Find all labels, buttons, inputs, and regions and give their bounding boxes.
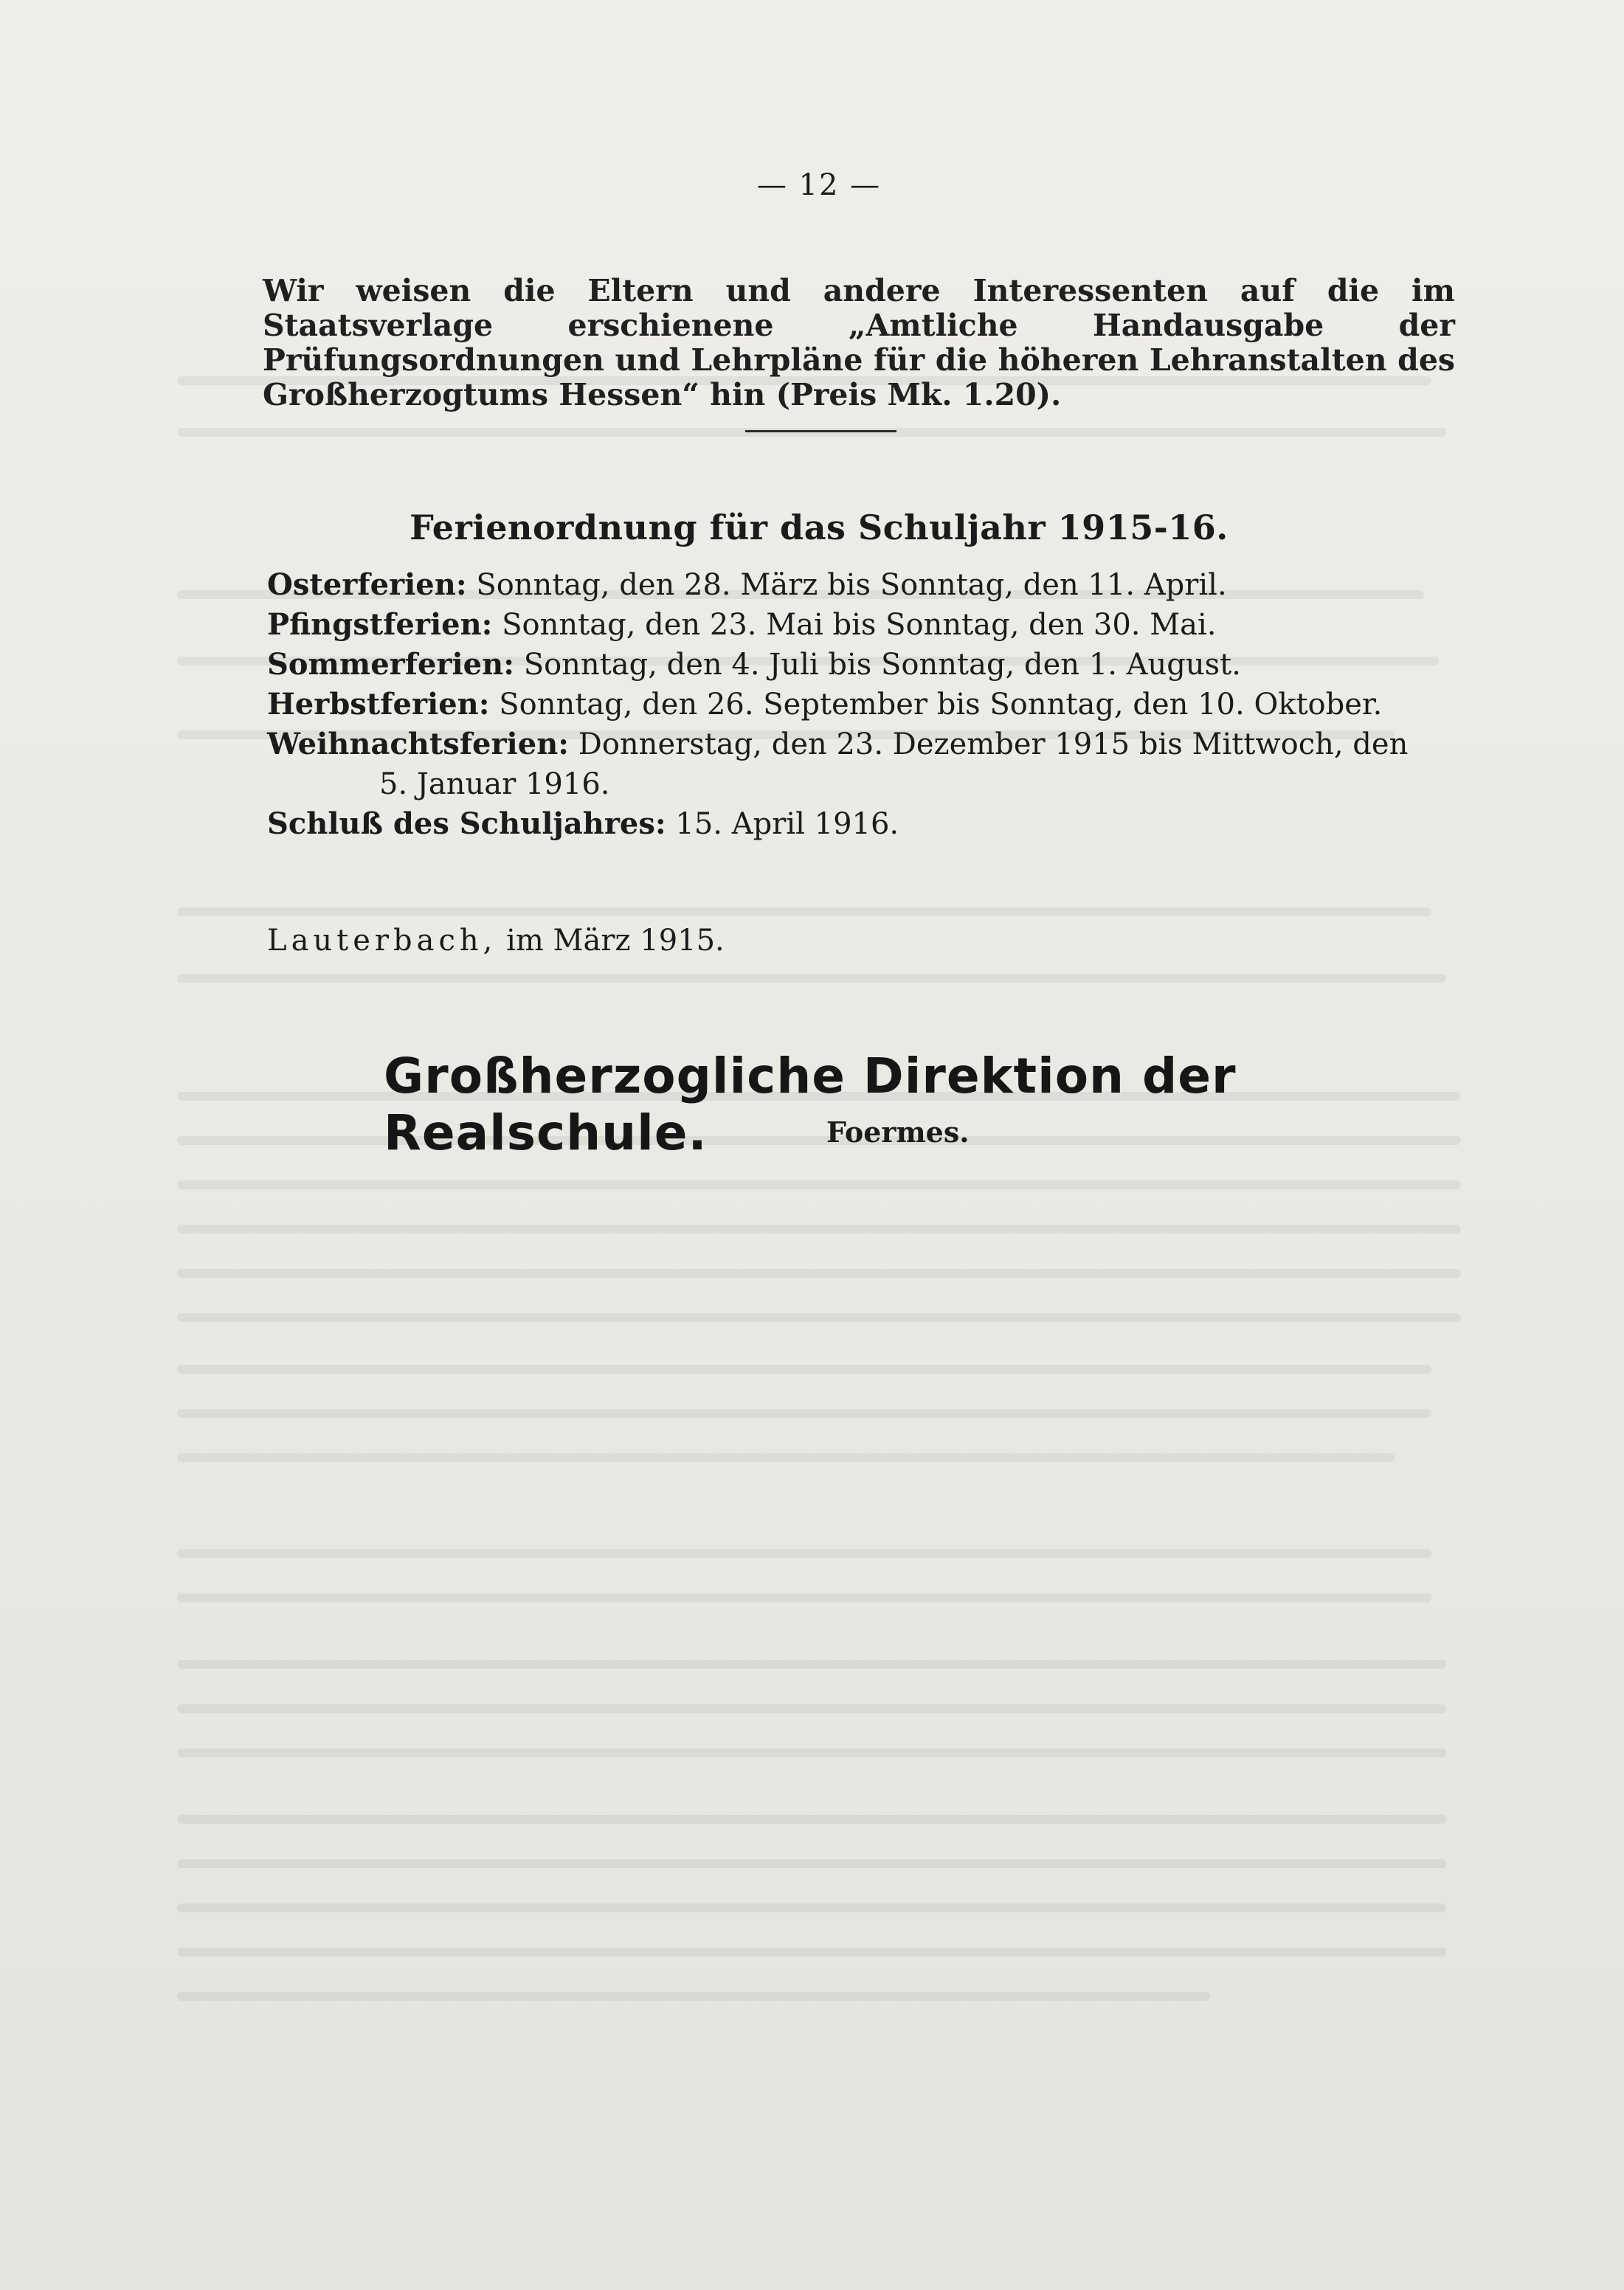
holiday-item-school-year-end [267,804,1462,844]
holiday-name: Schluß des Schuljahres: [267,806,666,841]
holiday-detail: Sonntag, den 23. Mai bis Sonntag, den 30. Mai. [502,608,1217,642]
holiday-item-summer [267,645,1462,685]
place-and-date [267,924,725,958]
holiday-item-pentecost [267,605,1462,645]
holiday-detail: Donnerstag, den 23. Dezember 1915 bis Mittwoch, den [578,727,1409,761]
holiday-detail: Sonntag, den 26. September bis Sonntag, den 10. Oktober. [499,688,1383,722]
page-number: — 12 — [756,168,882,202]
signature-title: Großherzogliche Direktion der Realschule. [384,1048,1237,1161]
holiday-item-christmas [267,724,1462,804]
holiday-name: Sommerferien: [267,647,514,682]
holiday-name: Osterferien: [267,567,467,602]
holiday-detail: 15. April 1916. [675,807,899,841]
holiday-item-autumn [267,685,1462,724]
holiday-list [267,565,1462,844]
holiday-name: Herbstferien: [267,687,490,722]
intro-paragraph: Wir weisen die Eltern und andere Interessenten auf die im Staatsverlage erschienene „Amtliche Handausgabe der Prüfungsordnungen und Lehrpläne für die höheren Lehranstalten des Großherzogtums Hessen“ hin (Preis Mk. 1.20). [263,273,1455,412]
holiday-item-easter [267,565,1462,605]
place: Lauterbach, [267,924,497,958]
holiday-detail-continuation: 5. Januar 1916. [379,767,610,801]
holiday-detail: Sonntag, den 4. Juli bis Sonntag, den 1. August. [523,648,1241,682]
holiday-name: Weihnachtsferien: [267,727,570,761]
holiday-schedule-title: Ferienordnung für das Schuljahr 1915-16. [410,508,1229,547]
signature-name: Foermes. [826,1115,970,1149]
date: im März 1915. [506,924,725,958]
holiday-name: Pfingstferien: [267,607,493,642]
section-divider [745,430,896,432]
holiday-detail: Sonntag, den 28. März bis Sonntag, den 11. April. [476,568,1227,602]
